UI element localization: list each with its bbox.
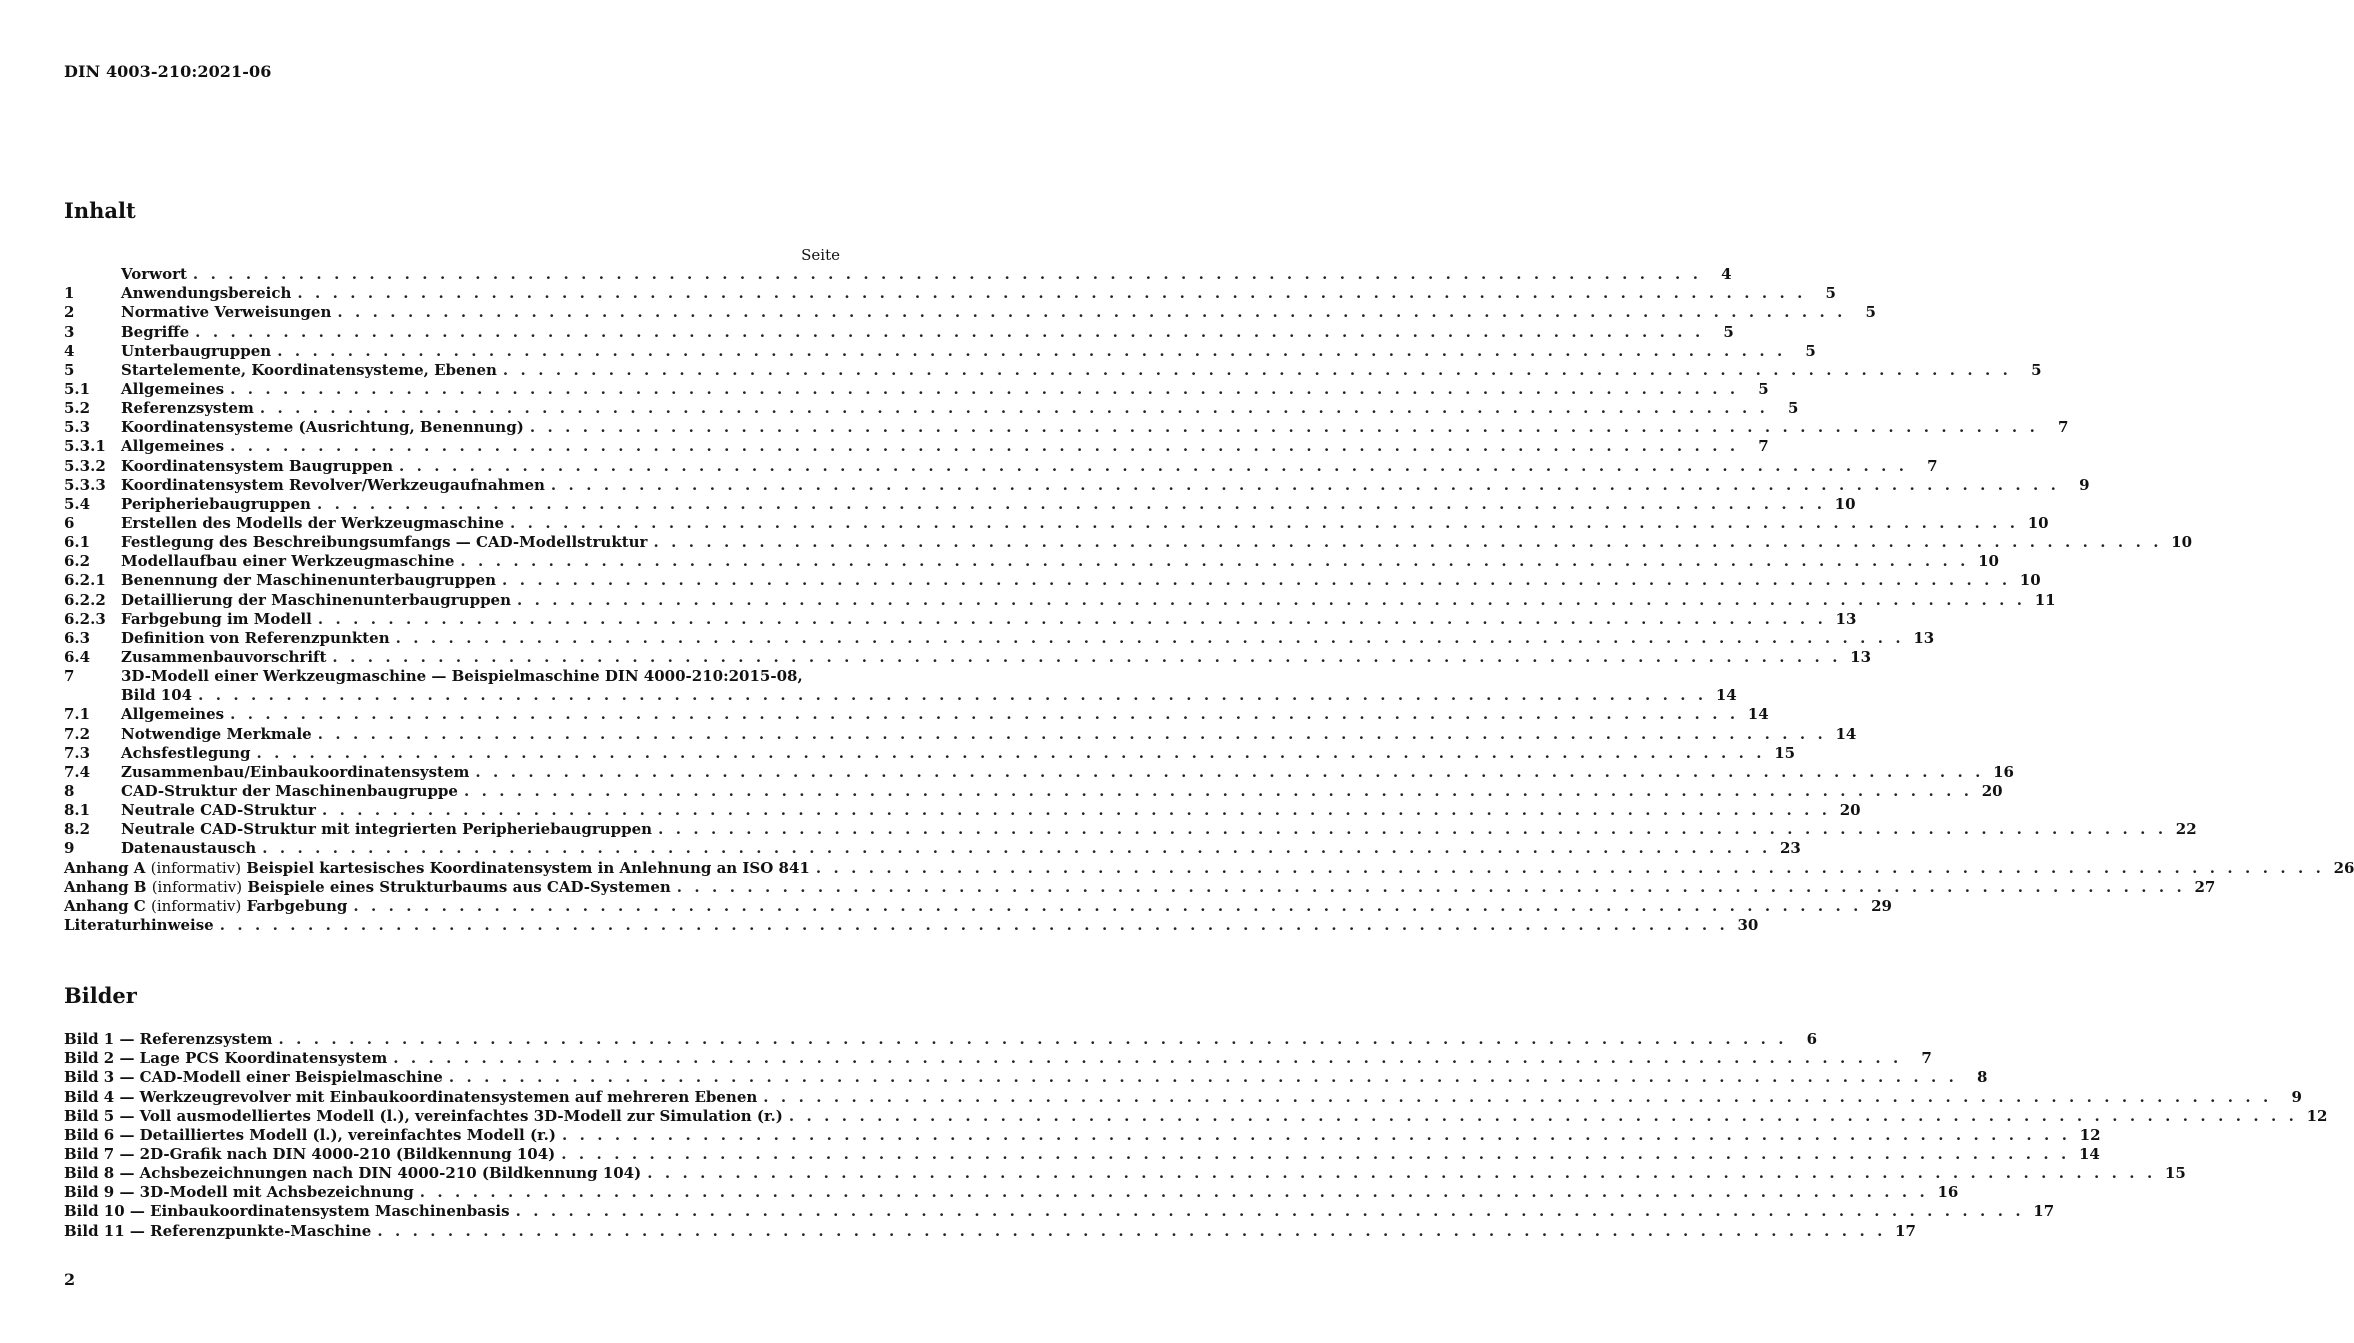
toc-entry-page: 14 [1835, 724, 1857, 743]
annex-type: (informativ) [151, 877, 243, 896]
annex-title [64, 878, 671, 897]
toc-entry-title: Begriffe [121, 322, 190, 341]
figure-entry-title: Bild 8 — Achsbezeichnungen nach DIN 4000-210 (Bildkennung 104) [64, 1164, 642, 1183]
toc-entry-title: Neutrale CAD-Struktur [121, 801, 316, 820]
annex-label: Anhang C [64, 896, 146, 915]
dot-leader: . . . . . . . . . . . . . . . . . . . . . . . . . . . . . . . . . . . . . . . . . . . . . . . . . . . . . . . . . . . . . . . . . . . . . . . . . . . . . . . . . . . . . . [393, 1049, 1902, 1068]
dot-leader: . . . . . . . . . . . . . . . . . . . . . . . . . . . . . . . . . . . . . . . . . . . . . . . . . . . . . . . . . . . . . . . . . . . . . . . . . . . . . . . . . . . . . . [510, 513, 2019, 532]
toc-entry[interactable] [64, 1068, 1988, 1087]
bibliography-title: Literaturhinweise [64, 915, 214, 934]
dot-leader: . . . . . . . . . . . . . . . . . . . . . . . . . . . . . . . . . . . . . . . . . . . . . . . . . . . . . . . . . . . . . . . . . . . . . . . . . . . . . . . . . . . . . . [317, 609, 1827, 628]
dot-leader: . . . . . . . . . . . . . . . . . . . . . . . . . . . . . . . . . . . . . . . . . . . . . . . . . . . . . . . . . . . . . . . . . . . . . . . . . . . . . . . . . . . . . . [419, 1183, 1929, 1202]
toc-entry[interactable] [64, 494, 1856, 514]
toc-entry-number: 8.2 [64, 820, 91, 839]
toc-entry-title: Notwendige Merkmale [121, 724, 312, 743]
toc-entry[interactable] [64, 1202, 2055, 1221]
toc-entry[interactable] [64, 858, 2354, 877]
toc-entry-page: 7 [1758, 437, 1769, 456]
dot-leader: . . . . . . . . . . . . . . . . . . . . . . . . . . . . . . . . . . . . . . . . . . . . . . . . . . . . . . . . . . . . . . . . . . . . . . . . . . . . . . . . . . . . . . [192, 265, 1702, 284]
annex-type: (informativ) [150, 858, 242, 877]
toc-entry-page: 14 [1747, 705, 1769, 724]
annex-type: (informativ) [150, 896, 242, 915]
toc-entry[interactable] [64, 552, 1999, 571]
toc-entry-page: 5 [1787, 399, 1799, 418]
dot-leader: . . . . . . . . . . . . . . . . . . . . . . . . . . . . . . . . . . . . . . . . . . . . . . . . . . . . . . . . . . . . . . . . . . . . . . . . . . . . . . . . . . . . . . [763, 1087, 2272, 1106]
toc-entry-page: 9 [2079, 475, 2090, 494]
toc-entry[interactable] [64, 513, 2049, 533]
toc-entry-title-continuation: Bild 104 [121, 686, 193, 705]
toc-entry-title: Erstellen des Modells der Werkzeugmaschine [121, 513, 505, 532]
dot-leader: . . . . . . . . . . . . . . . . . . . . . . . . . . . . . . . . . . . . . . . . . . . . . . . . . . . . . . . . . . . . . . . . . . . . . . . . . . . . . . . . . . . . . . [353, 896, 1862, 915]
dot-leader: . . . . . . . . . . . . . . . . . . . . . . . . . . . . . . . . . . . . . . . . . . . . . . . . . . . . . . . . . . . . . . . . . . . . . . . . . . . . . . . . . . . . . . [259, 399, 1769, 418]
toc-entry-number: 2 [64, 303, 75, 322]
toc-entry[interactable] [64, 1106, 2328, 1126]
toc-entry-page: 26 [2333, 858, 2354, 877]
dot-leader: . . . . . . . . . . . . . . . . . . . . . . . . . . . . . . . . . . . . . . . . . . . . . . . . . . . . . . . . . . . . . . . . . . . . . . . . . . . . . . . . . . . . . . [230, 379, 1739, 398]
toc-entry-title: Detaillierung der Maschinenunterbaugruppen [121, 590, 511, 609]
toc-entry-page: 27 [2194, 877, 2216, 896]
toc-entry-number: 4 [64, 341, 75, 360]
toc-entry[interactable] [64, 724, 1857, 743]
page-number: 2 [64, 1270, 76, 1289]
toc-entry[interactable] [64, 781, 2003, 801]
toc-entry[interactable] [64, 877, 2216, 897]
dot-leader: . . . . . . . . . . . . . . . . . . . . . . . . . . . . . . . . . . . . . . . . . . . . . . . . . . . . . . . . . . . . . . . . . . . . . . . . . . . . . . . . . . . . . . [321, 801, 1831, 820]
toc-entry-title: Koordinatensystem Revolver/Werkzeugaufnahmen [121, 475, 545, 494]
annex-name: Beispiele eines Strukturbaums aus CAD-Systemen [247, 877, 671, 896]
toc-entry-number: 6.4 [64, 647, 91, 666]
annex-label: Anhang A [64, 858, 146, 877]
toc-entry-page: 20 [1839, 801, 1861, 820]
dot-leader: . . . . . . . . . . . . . . . . . . . . . . . . . . . . . . . . . . . . . . . . . . . . . . . . . . . . . . . . . . . . . . . . . . . . . . . . . . . . . . . . . . . . . . [676, 877, 2186, 896]
toc-entry[interactable] [64, 801, 1861, 820]
toc-entry-page: 30 [1737, 915, 1759, 934]
toc-entry-number: 8 [64, 781, 75, 800]
dot-leader: . . . . . . . . . . . . . . . . . . . . . . . . . . . . . . . . . . . . . . . . . . . . . . . . . . . . . . . . . . . . . . . . . . . . . . . . . . . . . . . . . . . . . . [195, 322, 1704, 341]
dot-leader: . . . . . . . . . . . . . . . . . . . . . . . . . . . . . . . . . . . . . . . . . . . . . . . . . . . . . . . . . . . . . . . . . . . . . . . . . . . . . . . . . . . . . . [550, 475, 2060, 494]
toc-entry[interactable] [64, 1030, 1818, 1049]
toc-entry-number: 7.1 [64, 705, 91, 724]
toc-entry-page: 7 [2057, 418, 2069, 437]
dot-leader: . . . . . . . . . . . . . . . . . . . . . . . . . . . . . . . . . . . . . . . . . . . . . . . . . . . . . . . . . . . . . . . . . . . . . . . . . . . . . . . . . . . . . . [502, 360, 2012, 379]
toc-entry-number: 6.1 [64, 533, 91, 552]
annex-label: Anhang B [64, 877, 147, 896]
toc-entry[interactable] [64, 303, 1876, 322]
figure-entry-title: Bild 3 — CAD-Modell einer Beispielmaschine [64, 1068, 443, 1087]
toc-entry-number: 5.3.2 [64, 456, 106, 475]
toc-entry[interactable] [64, 341, 1816, 361]
toc-entry-page: 17 [1895, 1221, 1916, 1240]
toc-entry-title: Unterbaugruppen [121, 341, 272, 360]
toc-entry-page: 10 [1978, 552, 1999, 571]
dot-leader: . . . . . . . . . . . . . . . . . . . . . . . . . . . . . . . . . . . . . . . . . . . . . . . . . . . . . . . . . . . . . . . . . . . . . . . . . . . . . . . . . . . . . . [517, 590, 2026, 609]
toc-entry[interactable] [64, 686, 1737, 705]
dot-leader: . . . . . . . . . . . . . . . . . . . . . . . . . . . . . . . . . . . . . . . . . . . . . . . . . . . . . . . . . . . . . . . . . . . . . . . . . . . . . . . . . . . . . . [297, 284, 1806, 303]
toc-entry-title: Allgemeines [121, 437, 225, 456]
toc-entry-number: 6.2.3 [64, 609, 106, 628]
toc-entry[interactable] [64, 399, 1799, 418]
dot-leader: . . . . . . . . . . . . . . . . . . . . . . . . . . . . . . . . . . . . . . . . . . . . . . . . . . . . . . . . . . . . . . . . . . . . . . . . . . . . . . . . . . . . . . [647, 1164, 2156, 1183]
toc-entry-number: 8.1 [64, 801, 91, 820]
dot-leader: . . . . . . . . . . . . . . . . . . . . . . . . . . . . . . . . . . . . . . . . . . . . . . . . . . . . . . . . . . . . . . . . . . . . . . . . . . . . . . . . . . . . . . [561, 1144, 2070, 1163]
toc-entry[interactable] [64, 647, 1872, 667]
figure-entry-title: Bild 9 — 3D-Modell mit Achsbezeichnung [64, 1183, 414, 1202]
toc-entry-page: 13 [1835, 609, 1857, 628]
toc-entry-number: 6 [64, 513, 75, 532]
toc-entry-page: 17 [2033, 1202, 2055, 1221]
toc-entry-title: Peripheriebaugruppen [121, 494, 311, 513]
toc-entry[interactable] [64, 820, 2197, 839]
toc-entry[interactable] [64, 571, 2041, 590]
toc-entry[interactable] [64, 743, 1796, 763]
dot-leader: . . . . . . . . . . . . . . . . . . . . . . . . . . . . . . . . . . . . . . . . . . . . . . . . . . . . . . . . . . . . . . . . . . . . . . . . . . . . . . . . . . . . . . [502, 571, 2011, 590]
toc-entry-title: Datenaustausch [121, 839, 257, 858]
toc-entry-number: 6.2.2 [64, 590, 106, 609]
toc-entry[interactable] [64, 839, 1801, 858]
toc-entry-number: 6.3 [64, 628, 91, 647]
document-id: DIN 4003-210:2021-06 [64, 62, 272, 81]
dot-leader: . . . . . . . . . . . . . . . . . . . . . . . . . . . . . . . . . . . . . . . . . . . . . . . . . . . . . . . . . . . . . . . . . . . . . . . . . . . . . . . . . . . . . . [198, 686, 1707, 705]
toc-entry-number: 9 [64, 839, 75, 858]
toc-entry-page: 5 [1723, 322, 1734, 341]
toc-entry[interactable] [64, 762, 2014, 782]
toc-entry-page: 6 [1806, 1030, 1818, 1049]
toc-entry-page: 22 [2175, 820, 2197, 839]
contents-heading: Inhalt [64, 198, 136, 223]
toc-entry-page: 12 [2079, 1125, 2101, 1144]
toc-entry-title: Referenzsystem [121, 399, 254, 418]
dot-leader: . . . . . . . . . . . . . . . . . . . . . . . . . . . . . . . . . . . . . . . . . . . . . . . . . . . . . . . . . . . . . . . . . . . . . . . . . . . . . . . . . . . . . . [463, 781, 1973, 800]
toc-entry[interactable] [64, 590, 2056, 609]
toc-entry-page: 15 [1774, 743, 1796, 762]
table-of-contents [64, 265, 2354, 935]
toc-entry-title: Benennung der Maschinenunterbaugruppen [121, 571, 497, 590]
figure-entry-title: Bild 6 — Detailliertes Modell (l.), vereinfachtes Modell (r.) [64, 1125, 556, 1144]
toc-entry-title: Allgemeines [121, 705, 225, 724]
list-of-figures [64, 1030, 2328, 1241]
toc-entry-page: 10 [2019, 571, 2041, 590]
toc-entry[interactable] [64, 1183, 1959, 1202]
dot-leader: . . . . . . . . . . . . . . . . . . . . . . . . . . . . . . . . . . . . . . . . . . . . . . . . . . . . . . . . . . . . . . . . . . . . . . . . . . . . . . . . . . . . . . [256, 743, 1766, 762]
figures-heading: Bilder [64, 983, 137, 1008]
toc-entry-number: 5.2 [64, 399, 91, 418]
dot-leader: . . . . . . . . . . . . . . . . . . . . . . . . . . . . . . . . . . . . . . . . . . . . . . . . . . . . . . . . . . . . . . . . . . . . . . . . . . . . . . . . . . . . . . [262, 839, 1771, 858]
dot-leader: . . . . . . . . . . . . . . . . . . . . . . . . . . . . . . . . . . . . . . . . . . . . . . . . . . . . . . . . . . . . . . . . . . . . . . . . . . . . . . . . . . . . . . [332, 647, 1842, 666]
toc-entry-title: Zusammenbau/Einbaukoordinatensystem [121, 762, 470, 781]
figure-entry-title: Bild 1 — Referenzsystem [64, 1030, 273, 1049]
toc-entry[interactable] [64, 456, 1938, 475]
figure-entry-title: Bild 11 — Referenzpunkte-Maschine [64, 1221, 372, 1240]
toc-entry-page: 16 [1937, 1183, 1959, 1202]
toc-entry-page: 14 [1715, 686, 1737, 705]
toc-entry-title: Normative Verweisungen [121, 303, 332, 322]
toc-entry-title: Zusammenbauvorschrift [121, 647, 327, 666]
toc-entry-number: 5.3 [64, 418, 91, 437]
figure-entry-title: Bild 5 — Voll ausmodelliertes Modell (l.), vereinfachtes 3D-Modell zur Simulation (r.) [64, 1106, 783, 1125]
toc-entry-number: 5.3.1 [64, 437, 106, 456]
toc-entry[interactable] [64, 1087, 2302, 1106]
dot-leader: . . . . . . . . . . . . . . . . . . . . . . . . . . . . . . . . . . . . . . . . . . . . . . . . . . . . . . . . . . . . . . . . . . . . . . . . . . . . . . . . . . . . . . [658, 820, 2167, 839]
toc-entry-title: Modellaufbau einer Werkzeugmaschine [121, 552, 455, 571]
figure-entry-title: Bild 10 — Einbaukoordinatensystem Maschinenbasis [64, 1202, 510, 1221]
dot-leader: . . . . . . . . . . . . . . . . . . . . . . . . . . . . . . . . . . . . . . . . . . . . . . . . . . . . . . . . . . . . . . . . . . . . . . . . . . . . . . . . . . . . . . [277, 341, 1786, 360]
toc-entry-title: Festlegung des Beschreibungsumfangs — CAD-Modellstruktur [121, 533, 648, 552]
toc-entry-page: 8 [1977, 1068, 1988, 1087]
toc-entry[interactable] [64, 1125, 2101, 1145]
toc-entry-page: 10 [1834, 494, 1856, 513]
toc-entry-number: 3 [64, 322, 75, 341]
toc-entry-number: 7.4 [64, 762, 91, 781]
toc-entry-page: 29 [1871, 896, 1892, 915]
toc-entry-page: 5 [1825, 284, 1836, 303]
toc-entry-page: 15 [2164, 1164, 2186, 1183]
toc-entry[interactable] [64, 418, 2069, 437]
toc-entry[interactable] [64, 1164, 2186, 1183]
toc-entry-title: CAD-Struktur der Maschinenbaugruppe [121, 781, 458, 800]
toc-entry[interactable] [64, 896, 1892, 916]
dot-leader: . . . . . . . . . . . . . . . . . . . . . . . . . . . . . . . . . . . . . . . . . . . . . . . . . . . . . . . . . . . . . . . . . . . . . . . . . . . . . . . . . . . . . . [815, 858, 2325, 877]
toc-entry-page: 16 [1993, 762, 2014, 781]
toc-entry[interactable] [64, 915, 1759, 935]
toc-entry[interactable] [64, 609, 1857, 629]
annex-title [64, 897, 347, 916]
toc-entry-page: 5 [2031, 360, 2042, 379]
dot-leader: . . . . . . . . . . . . . . . . . . . . . . . . . . . . . . . . . . . . . . . . . . . . . . . . . . . . . . . . . . . . . . . . . . . . . . . . . . . . . . . . . . . . . . [515, 1202, 2025, 1221]
dot-leader: . . . . . . . . . . . . . . . . . . . . . . . . . . . . . . . . . . . . . . . . . . . . . . . . . . . . . . . . . . . . . . . . . . . . . . . . . . . . . . . . . . . . . . [460, 552, 1969, 571]
toc-entry-page: 5 [1805, 341, 1816, 360]
annex-name: Farbgebung [246, 896, 348, 915]
dot-leader: . . . . . . . . . . . . . . . . . . . . . . . . . . . . . . . . . . . . . . . . . . . . . . . . . . . . . . . . . . . . . . . . . . . . . . . . . . . . . . . . . . . . . . [475, 762, 1984, 781]
toc-entry-title: Anwendungsbereich [121, 284, 292, 303]
toc-entry[interactable] [64, 475, 2090, 495]
toc-entry-number: 7.2 [64, 724, 91, 743]
toc-entry[interactable] [64, 322, 1734, 341]
dot-leader: . . . . . . . . . . . . . . . . . . . . . . . . . . . . . . . . . . . . . . . . . . . . . . . . . . . . . . . . . . . . . . . . . . . . . . . . . . . . . . . . . . . . . . [377, 1221, 1886, 1240]
dot-leader: . . . . . . . . . . . . . . . . . . . . . . . . . . . . . . . . . . . . . . . . . . . . . . . . . . . . . . . . . . . . . . . . . . . . . . . . . . . . . . . . . . . . . . [448, 1068, 1958, 1087]
annex-name: Beispiel kartesisches Koordinatensystem in Anlehnung an ISO 841 [246, 858, 810, 877]
dot-leader: . . . . . . . . . . . . . . . . . . . . . . . . . . . . . . . . . . . . . . . . . . . . . . . . . . . . . . . . . . . . . . . . . . . . . . . . . . . . . . . . . . . . . . [561, 1125, 2071, 1144]
dot-leader: . . . . . . . . . . . . . . . . . . . . . . . . . . . . . . . . . . . . . . . . . . . . . . . . . . . . . . . . . . . . . . . . . . . . . . . . . . . . . . . . . . . . . . [788, 1106, 2298, 1125]
dot-leader: . . . . . . . . . . . . . . . . . . . . . . . . . . . . . . . . . . . . . . . . . . . . . . . . . . . . . . . . . . . . . . . . . . . . . . . . . . . . . . . . . . . . . . [278, 1030, 1788, 1049]
dot-leader: . . . . . . . . . . . . . . . . . . . . . . . . . . . . . . . . . . . . . . . . . . . . . . . . . . . . . . . . . . . . . . . . . . . . . . . . . . . . . . . . . . . . . . [230, 437, 1739, 456]
dot-leader: . . . . . . . . . . . . . . . . . . . . . . . . . . . . . . . . . . . . . . . . . . . . . . . . . . . . . . . . . . . . . . . . . . . . . . . . . . . . . . . . . . . . . . [230, 705, 1739, 724]
dot-leader: . . . . . . . . . . . . . . . . . . . . . . . . . . . . . . . . . . . . . . . . . . . . . . . . . . . . . . . . . . . . . . . . . . . . . . . . . . . . . . . . . . . . . . [316, 494, 1826, 513]
toc-entry-number: 7.3 [64, 743, 91, 762]
toc-entry-page: 23 [1779, 839, 1801, 858]
dot-leader: . . . . . . . . . . . . . . . . . . . . . . . . . . . . . . . . . . . . . . . . . . . . . . . . . . . . . . . . . . . . . . . . . . . . . . . . . . . . . . . . . . . . . . [395, 628, 1905, 647]
toc-entry-title: Allgemeines [121, 379, 225, 398]
toc-entry-title: Neutrale CAD-Struktur mit integrierten Peripheriebaugruppen [121, 820, 653, 839]
toc-entry-number: 5.4 [64, 494, 91, 513]
toc-entry-page: 14 [2078, 1144, 2100, 1163]
toc-entry-page: 13 [1850, 647, 1872, 666]
toc-entry-number: 5 [64, 360, 75, 379]
toc-entry-page: 5 [1865, 303, 1876, 322]
toc-entry-number: 6.2.1 [64, 571, 106, 590]
toc-entry-title: Startelemente, Koordinatensysteme, Ebenen [121, 360, 497, 379]
toc-entry-page: 12 [2306, 1106, 2328, 1125]
dot-leader: . . . . . . . . . . . . . . . . . . . . . . . . . . . . . . . . . . . . . . . . . . . . . . . . . . . . . . . . . . . . . . . . . . . . . . . . . . . . . . . . . . . . . . [653, 533, 2163, 552]
toc-entry-page: 13 [1913, 628, 1935, 647]
toc-entry[interactable] [64, 379, 1769, 399]
toc-entry-title: Achsfestlegung [121, 743, 251, 762]
toc-entry-title: Koordinatensysteme (Ausrichtung, Benennung) [121, 418, 524, 437]
dot-leader: . . . . . . . . . . . . . . . . . . . . . . . . . . . . . . . . . . . . . . . . . . . . . . . . . . . . . . . . . . . . . . . . . . . . . . . . . . . . . . . . . . . . . . [399, 456, 1908, 475]
toc-entry[interactable] [64, 533, 2193, 552]
dot-leader: . . . . . . . . . . . . . . . . . . . . . . . . . . . . . . . . . . . . . . . . . . . . . . . . . . . . . . . . . . . . . . . . . . . . . . . . . . . . . . . . . . . . . . [219, 915, 1729, 934]
toc-entry-number: 5.1 [64, 379, 91, 398]
toc-entry-number: 7 [64, 667, 75, 686]
toc-entry-page: 20 [1981, 781, 2003, 800]
toc-entry-title: 3D-Modell einer Werkzeugmaschine — Beispielmaschine DIN 4000-210:2015-08, [121, 667, 803, 686]
toc-entry[interactable] [64, 437, 1769, 456]
toc-entry-number: 1 [64, 284, 75, 303]
toc-entry-page: 4 [1721, 265, 1732, 284]
toc-entry[interactable] [64, 265, 1732, 284]
figure-entry-title: Bild 4 — Werkzeugrevolver mit Einbaukoordinatensystemen auf mehreren Ebenen [64, 1087, 758, 1106]
toc-entry-page: 11 [2034, 590, 2056, 609]
toc-entry-page: 9 [2291, 1087, 2302, 1106]
toc-entry[interactable] [64, 1049, 1932, 1068]
dot-leader: . . . . . . . . . . . . . . . . . . . . . . . . . . . . . . . . . . . . . . . . . . . . . . . . . . . . . . . . . . . . . . . . . . . . . . . . . . . . . . . . . . . . . . [337, 303, 1846, 322]
toc-entry-page: 10 [2027, 513, 2049, 532]
page-column-label: Seite [801, 246, 840, 264]
toc-entry-page: 7 [1921, 1049, 1932, 1068]
toc-entry-number: 6.2 [64, 552, 91, 571]
toc-entry[interactable] [64, 628, 1935, 648]
toc-entry[interactable] [64, 705, 1769, 724]
toc-entry[interactable] [64, 1144, 2100, 1164]
toc-entry[interactable] [64, 667, 840, 686]
toc-entry[interactable] [64, 1221, 1916, 1240]
toc-entry-number: 5.3.3 [64, 475, 106, 494]
toc-entry-page: 10 [2171, 533, 2193, 552]
figure-entry-title: Bild 7 — 2D-Grafik nach DIN 4000-210 (Bildkennung 104) [64, 1144, 556, 1163]
toc-entry[interactable] [64, 360, 2042, 380]
toc-entry-title: Definition von Referenzpunkten [121, 628, 390, 647]
toc-entry-title: Koordinatensystem Baugruppen [121, 456, 394, 475]
toc-entry-page: 7 [1927, 456, 1938, 475]
dot-leader: . . . . . . . . . . . . . . . . . . . . . . . . . . . . . . . . . . . . . . . . . . . . . . . . . . . . . . . . . . . . . . . . . . . . . . . . . . . . . . . . . . . . . . [529, 418, 2039, 437]
annex-title [64, 859, 810, 878]
toc-entry-page: 5 [1758, 379, 1769, 398]
toc-entry[interactable] [64, 284, 1836, 303]
figure-entry-title: Bild 2 — Lage PCS Koordinatensystem [64, 1049, 388, 1068]
toc-entry-title: Farbgebung im Modell [121, 609, 312, 628]
toc-entry-title: Vorwort [121, 265, 187, 284]
dot-leader: . . . . . . . . . . . . . . . . . . . . . . . . . . . . . . . . . . . . . . . . . . . . . . . . . . . . . . . . . . . . . . . . . . . . . . . . . . . . . . . . . . . . . . [317, 724, 1827, 743]
